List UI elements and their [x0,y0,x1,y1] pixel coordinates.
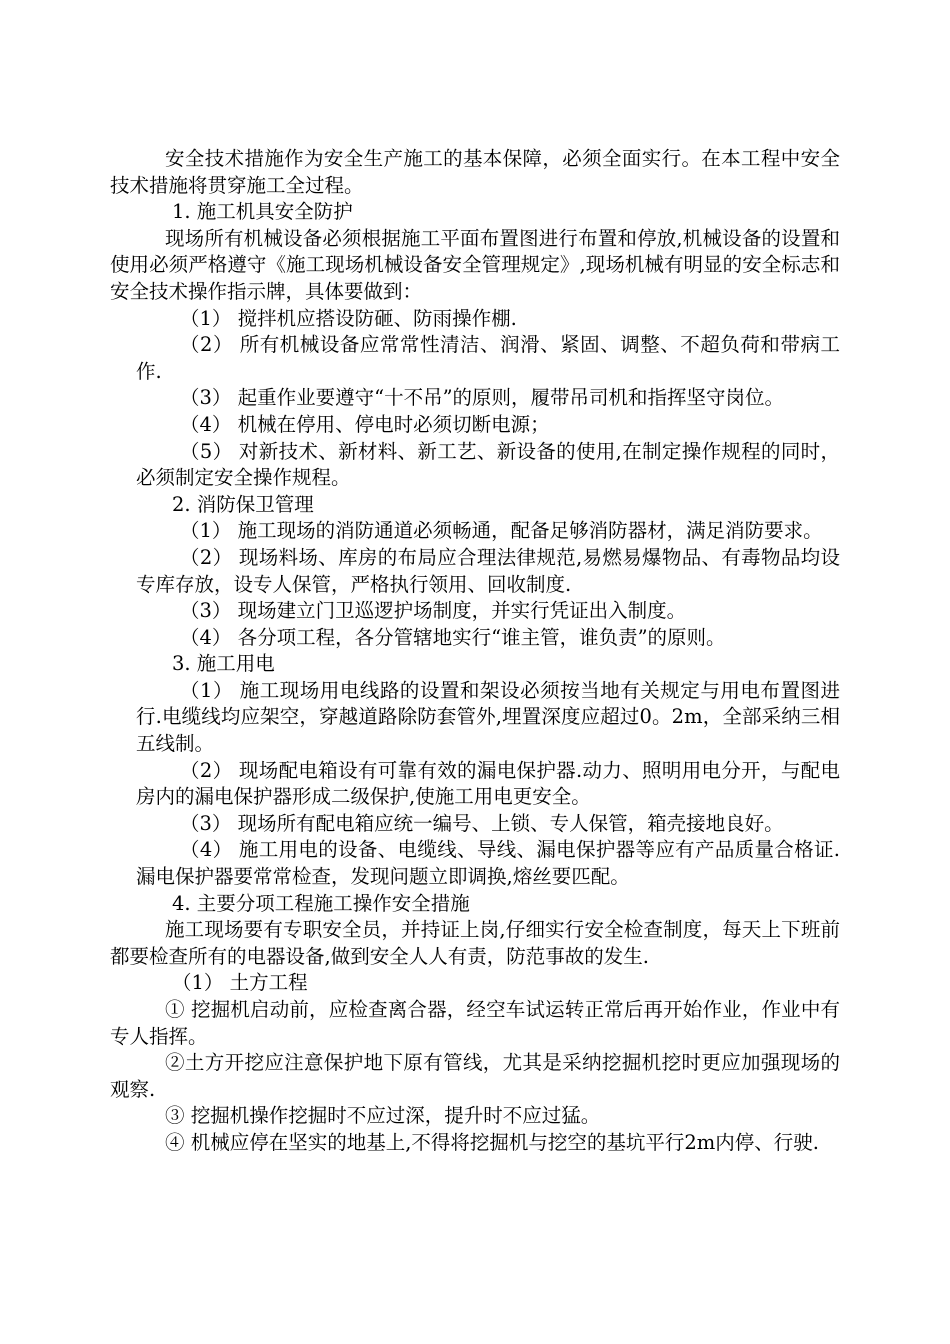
electricity-item-4: （4） 施工用电的设备、电缆线、导线、漏电保护器等应有产品质量合格证.漏电保护器要常常检查，发现问题立即调换,熔丝要匹配。 [136,838,840,889]
fire-item-4: （4） 各分项工程，各分管辖地实行“谁主管，谁负责”的原则。 [180,625,726,649]
fire-item-3: （3） 现场建立门卫巡逻护场制度，并实行凭证出入制度。 [180,599,687,623]
earthwork-item-1: ① 挖掘机启动前，应检查离合器，经空车试运转正常后再开始作业，作业中有专人指挥。 [110,998,840,1048]
section-heading-fire-security: 2. 消防保卫管理 [172,492,314,516]
subsection-heading-earthwork: （1） 土方工程 [172,971,308,995]
machinery-item-1: （1） 搅拌机应搭设防砸、防雨操作棚. [180,306,517,330]
electricity-item-2: （2） 现场配电箱设有可靠有效的漏电保护器.动力、照明用电分开，与配电房内的漏电保护器形成二级保护,使施工用电更安全。 [136,758,840,809]
machinery-item-3: （3） 起重作业要遵守“十不吊”的原则，履带吊司机和指挥坚守岗位。 [180,386,785,410]
section-heading-machinery: 1. 施工机具安全防护 [172,200,353,224]
earthwork-item-2: ②土方开挖应注意保护地下原有管线，尤其是采纳挖掘机挖时更应加强现场的观察. [110,1051,840,1101]
safety-measures-intro: 施工现场要有专职安全员，并持证上岗,仔细实行安全检查制度，每天上下班前都要检查所有的电器设备,做到安全人人有责，防范事故的发生. [110,918,840,968]
machinery-item-4: （4） 机械在停用、停电时必须切断电源； [180,412,550,436]
section-heading-electricity: 3. 施工用电 [172,652,275,676]
machinery-item-5: （5） 对新技术、新材料、新工艺、新设备的使用,在制定操作规程的同时，必须制定安全操作规程。 [136,439,840,490]
earthwork-item-3: ③ 挖掘机操作挖掘时不应过深，提升时不应过猛。 [165,1104,601,1128]
electricity-item-1: （1） 施工现场用电线路的设置和架设必须按当地有关规定与用电布置图进行.电缆线均应架空，穿越道路除防套管外,埋置深度应超过0。2m，全部采纳三相五线制。 [136,678,840,756]
fire-item-1: （1） 施工现场的消防通道必须畅通，配备足够消防器材，满足消防要求。 [180,519,823,543]
machinery-item-2: （2） 所有机械设备应常常性清洁、润滑、紧固、调整、不超负荷和带病工作. [136,333,840,383]
intro-paragraph: 安全技术措施作为安全生产施工的基本保障，必须全面实行。在本工程中安全技术措施将贯穿施工全过程。 [110,147,840,197]
document-body [110,146,840,1157]
machinery-intro-paragraph: 现场所有机械设备必须根据施工平面布置图进行布置和停放,机械设备的设置和使用必须严格遵守《施工现场机械设备安全管理规定》,现场机械有明显的安全标志和安全技术操作指示牌，具体要做到： [110,226,840,303]
fire-item-2: （2） 现场料场、库房的布局应合理法律规范,易燃易爆物品、有毒物品均设专库存放，设专人保管，严格执行领用、回收制度. [136,545,840,596]
section-heading-safety-measures: 4. 主要分项工程施工操作安全措施 [172,891,470,915]
electricity-item-3: （3） 现场所有配电箱应统一编号、上锁、专人保管，箱壳接地良好。 [180,811,784,835]
earthwork-item-4: ④ 机械应停在坚实的地基上,不得将挖掘机与挖空的基坑平行2m内停、行驶. [165,1130,819,1154]
